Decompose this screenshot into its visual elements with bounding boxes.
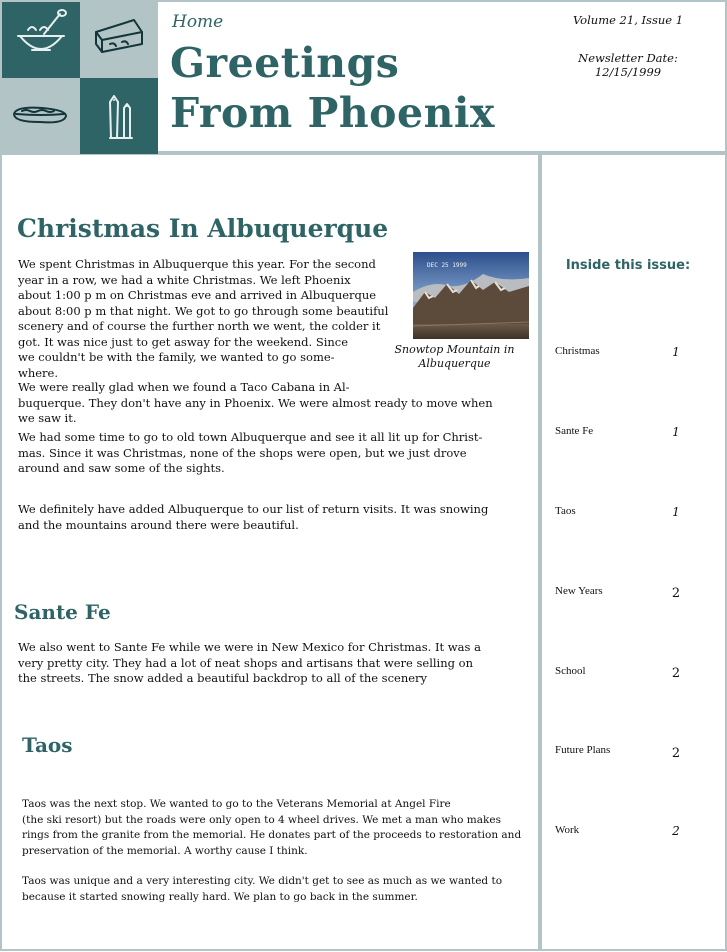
text-line: We had some time to go to old town Albuquerque and see it all lit up for Christ- xyxy=(18,430,483,444)
toc-item-future-plans[interactable]: Future Plans xyxy=(555,744,611,756)
text-line: rings from the granite from the memorial. He donates part of the proceeds to restoration and xyxy=(22,829,522,841)
text-line: We spent Christmas in Albuquerque this year. For the second xyxy=(18,257,376,271)
sante-fe-paragraph-1 xyxy=(18,640,528,687)
soup-bowl-icon xyxy=(2,2,80,78)
caption-line: Albuquerque xyxy=(418,357,491,370)
home-link[interactable]: Home xyxy=(172,12,224,32)
article-title-taos: Taos xyxy=(22,733,73,757)
text-line: year in a row, we had a white Christmas. We left Phoenix xyxy=(18,272,351,287)
title-line-2: From Phoenix xyxy=(170,89,495,137)
christmas-paragraph-2 xyxy=(18,380,528,427)
taos-paragraph-1 xyxy=(22,797,532,859)
toc-page-taos: 1 xyxy=(672,505,680,519)
text-line: we saw it. xyxy=(18,411,77,425)
text-line: Taos was the next stop. We wanted to go to the Veterans Memorial at Angel Fire xyxy=(22,798,451,810)
text-line: very pretty city. They had a lot of neat shops and artisans that were selling on xyxy=(18,655,473,670)
christmas-paragraph-4 xyxy=(18,502,528,533)
toc-item-school[interactable]: School xyxy=(555,665,586,677)
text-line: we couldn't be with the family, we wanted to go some- xyxy=(18,350,335,364)
text-line: the streets. The snow added a beautiful backdrop to all of the scenery xyxy=(18,671,428,685)
text-line: about 8:00 p m that night. We got to go through some beautiful xyxy=(18,303,389,318)
toc-item-work[interactable]: Work xyxy=(555,824,580,836)
volume-issue: Volume 21, Issue 1 xyxy=(572,13,684,27)
text-line: about 1:00 p m on Christmas eve and arrived in Albuquerque xyxy=(18,288,377,302)
pie-slice-icon xyxy=(80,2,158,78)
toc-page-new-years: 2 xyxy=(671,586,681,601)
text-line: got. It was nice just to get asway for the weekend. Since xyxy=(18,334,349,349)
sidebar-divider xyxy=(538,153,542,950)
article-title-sante-fe: Sante Fe xyxy=(14,600,111,624)
text-line: buquerque. They don't have any in Phoenix. We were almost ready to move when xyxy=(18,395,493,410)
toc-page-christmas: 1 xyxy=(672,345,680,359)
newsletter-date: 12/15/1999 xyxy=(594,65,662,79)
toc-page-work: 2 xyxy=(672,824,680,838)
text-line: We also went to Sante Fe while we were in New Mexico for Christmas. It was a xyxy=(18,640,481,654)
toc-item-new-years[interactable]: New Years xyxy=(555,585,603,597)
text-line: mas. Since it was Christmas, none of the shops were open, but we just drove xyxy=(18,445,467,460)
text-line: We definitely have added Albuquerque to our list of return visits. It was snowing xyxy=(18,502,489,516)
toc-item-taos[interactable]: Taos xyxy=(555,505,576,517)
photo-caption xyxy=(388,343,521,371)
text-line: We were really glad when we found a Taco Cabana in Al- xyxy=(18,380,350,394)
newsletter-title xyxy=(170,38,495,138)
text-line: around and saw some of the sights. xyxy=(18,461,225,475)
text-line: and the mountains around there were beautiful. xyxy=(18,517,299,532)
caption-line: Snowtop Mountain in xyxy=(394,343,515,356)
text-line: Taos was unique and a very interesting city. We didn't get to see as much as we wanted to xyxy=(22,875,503,887)
snowtop-mountain-photo xyxy=(413,252,529,339)
text-line: preservation of the memorial. A worthy cause I think. xyxy=(22,844,308,857)
text-line: where. xyxy=(18,365,59,380)
christmas-paragraph-1 xyxy=(18,257,413,381)
salt-pepper-shakers-icon xyxy=(80,78,158,154)
text-line: (the ski resort) but the roads were only open to 4 wheel drives. We met a man who makes xyxy=(22,813,501,826)
newsletter-date-label: Newsletter Date: xyxy=(578,51,678,65)
inside-this-issue-heading: Inside this issue: xyxy=(565,258,691,273)
newsletter-date-block xyxy=(560,51,696,79)
photo-date-stamp: DEC 25 1999 xyxy=(427,262,467,269)
article-title-christmas: Christmas In Albuquerque xyxy=(17,214,389,243)
toc-item-sante-fe[interactable]: Sante Fe xyxy=(555,425,594,437)
taos-paragraph-2 xyxy=(22,874,532,905)
toc-page-future-plans: 2 xyxy=(671,746,681,761)
christmas-paragraph-3 xyxy=(18,430,528,477)
hot-dog-icon xyxy=(2,78,80,154)
toc-page-sante-fe: 1 xyxy=(672,425,680,439)
text-line: scenery and of course the further north we went, the colder it xyxy=(18,319,381,333)
text-line: because it started snowing really hard. We plan to go back in the summer. xyxy=(22,890,418,903)
toc-page-school: 2 xyxy=(671,666,681,681)
toc-item-christmas[interactable]: Christmas xyxy=(555,345,600,357)
title-line-1: Greetings xyxy=(170,39,400,87)
